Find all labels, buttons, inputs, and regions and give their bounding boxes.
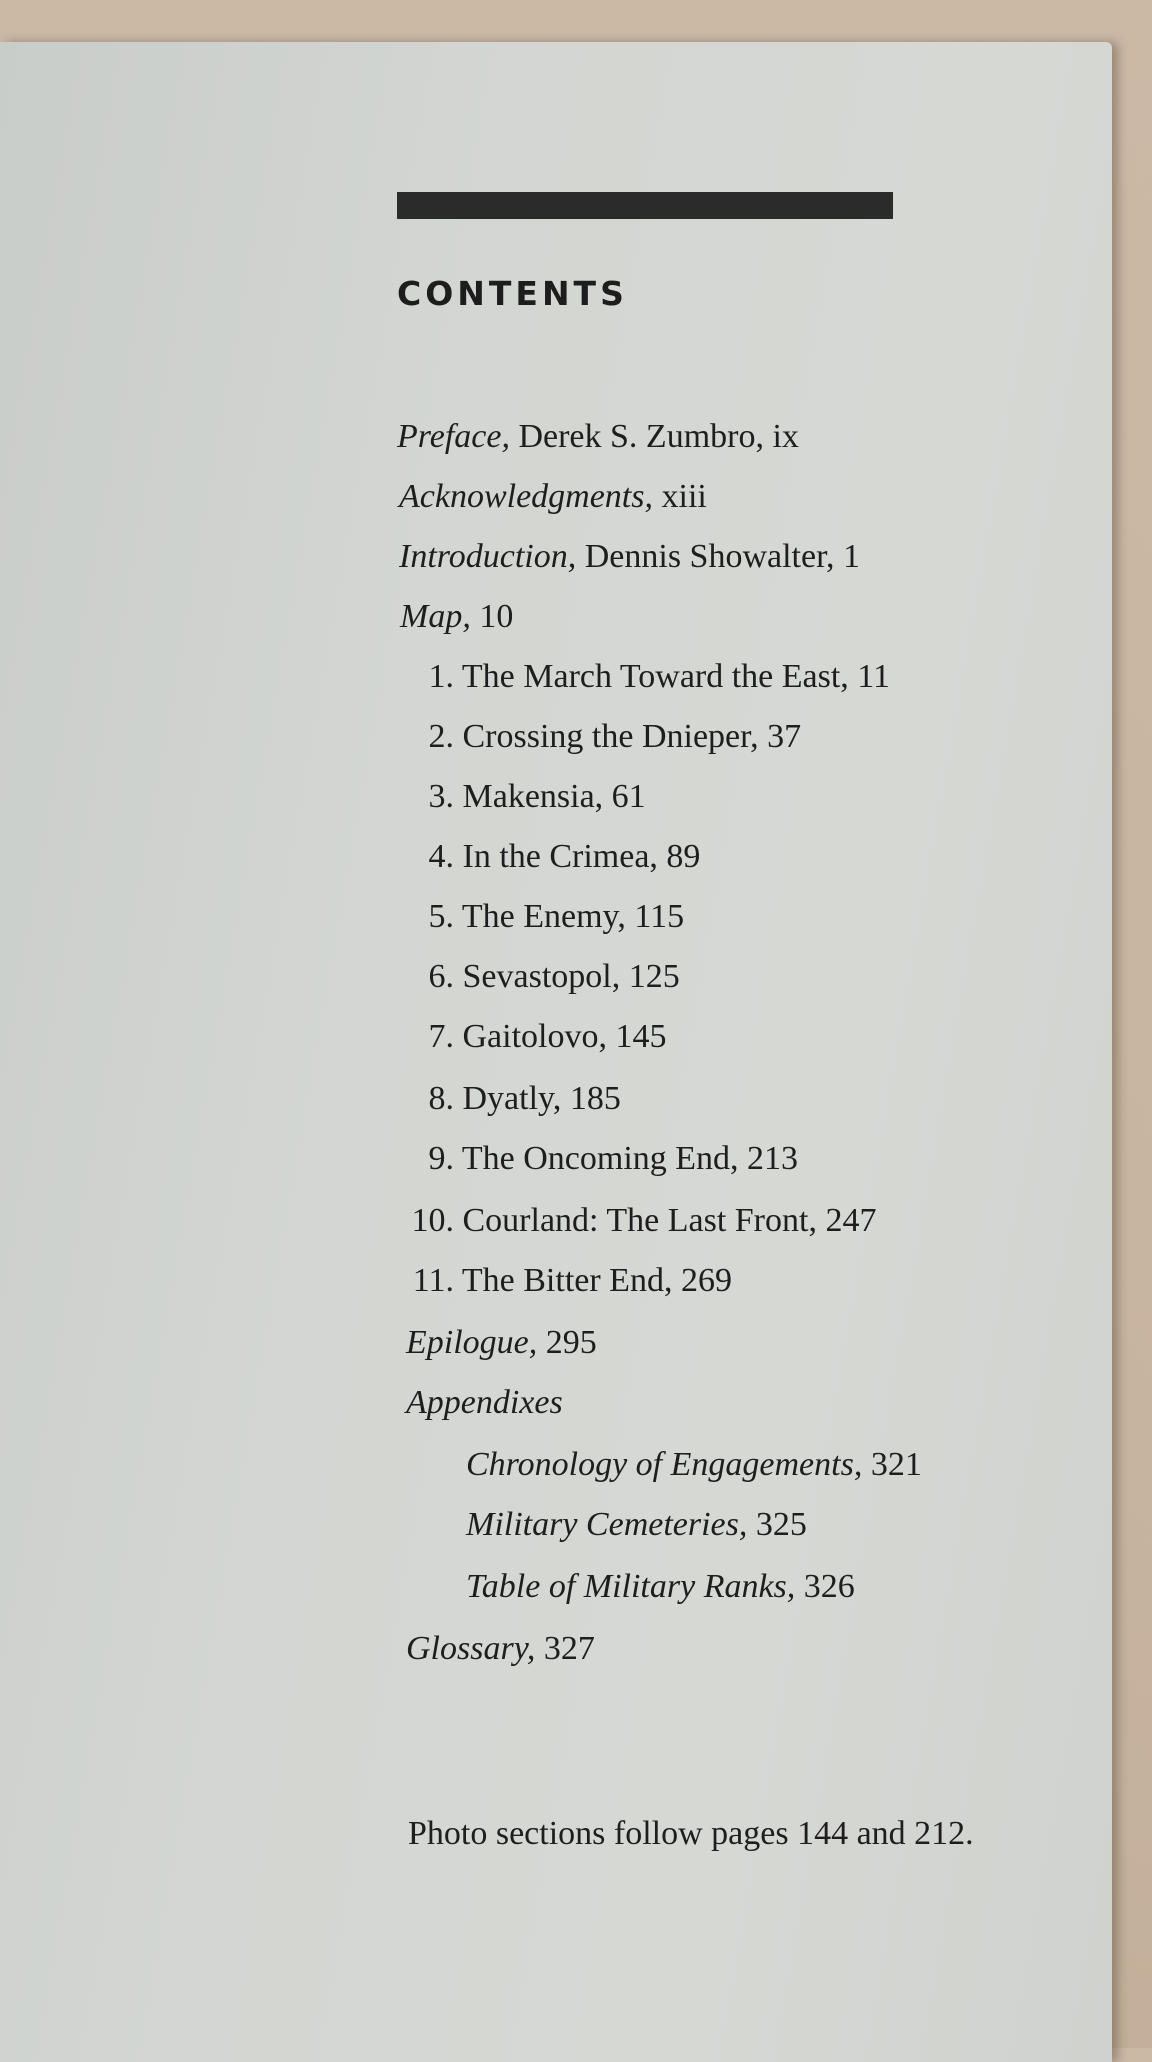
toc-entry-appendixes: Appendixes [406, 1384, 563, 1421]
toc-chapter-6: 6. Sevastopol, 125 [428, 958, 680, 995]
toc-entry-map: Map, 10 [400, 598, 514, 635]
book-page [0, 42, 1112, 2062]
photo-sections-note: Photo sections follow pages 144 and 212. [408, 1815, 974, 1852]
toc-chapter-5: 5. The Enemy, 115 [428, 898, 685, 935]
toc-chapter-7: 7. Gaitolovo, 145 [428, 1018, 667, 1055]
toc-appendix-chronology: Chronology of Engagements, 321 [466, 1446, 922, 1483]
toc-entry-epilogue: Epilogue, 295 [406, 1324, 597, 1361]
toc-chapter-2: 2. Crossing the Dnieper, 37 [428, 718, 802, 755]
toc-appendix-cemeteries: Military Cemeteries, 325 [466, 1506, 807, 1543]
toc-chapter-4: 4. In the Crimea, 89 [428, 838, 701, 875]
toc-chapter-1: 1. The March Toward the East, 11 [428, 658, 891, 695]
toc-entry-introduction: Introduction, Dennis Showalter, 1 [399, 538, 861, 575]
toc-entry-acknowledgments: Acknowledgments, xiii [399, 478, 707, 515]
heading-rule-bar [397, 192, 893, 219]
toc-chapter-8: 8. Dyatly, 185 [428, 1080, 621, 1117]
toc-chapter-11: 11. The Bitter End, 269 [412, 1262, 732, 1299]
contents-heading: CONTENTS [397, 274, 628, 313]
toc-chapter-10: 10. Courland: The Last Front, 247 [411, 1202, 877, 1239]
toc-appendix-ranks: Table of Military Ranks, 326 [466, 1568, 855, 1605]
toc-entry-glossary: Glossary, 327 [406, 1630, 595, 1667]
toc-entry-preface: Preface, Derek S. Zumbro, ix [397, 418, 799, 455]
toc-chapter-9: 9. The Oncoming End, 213 [428, 1140, 799, 1177]
toc-chapter-3: 3. Makensia, 61 [428, 778, 646, 815]
